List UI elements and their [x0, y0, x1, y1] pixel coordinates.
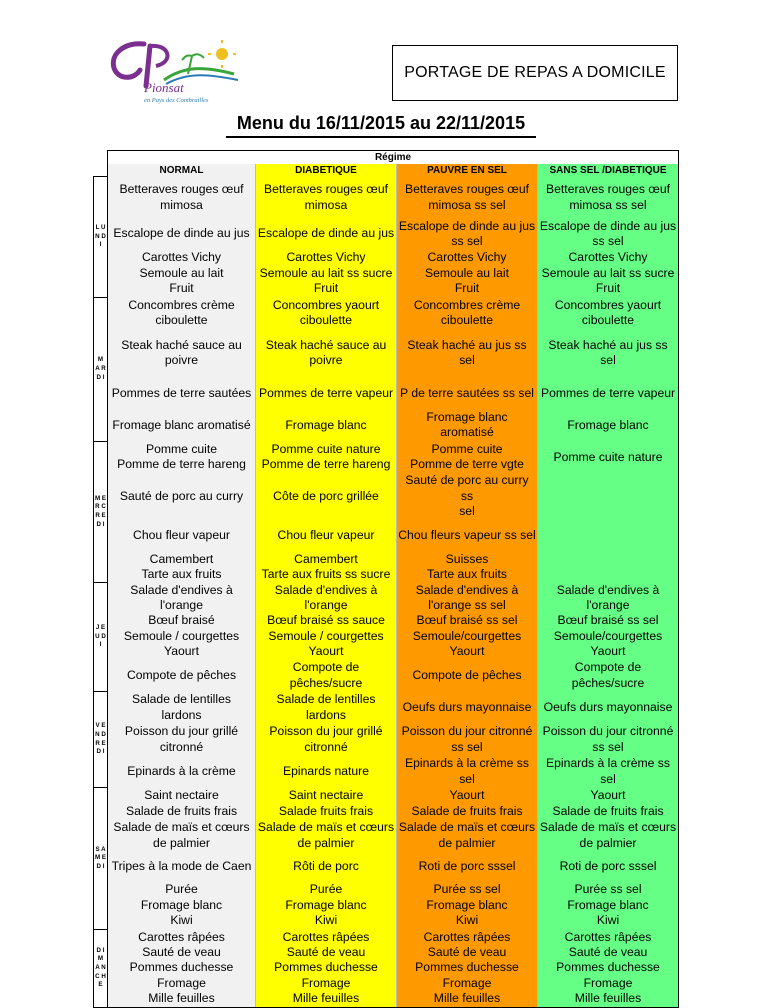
menu-cell-diabetique [256, 756, 397, 788]
menu-cell-diabetique [256, 930, 397, 1008]
menu-cell-text: Sauté de porc au curry [119, 488, 244, 503]
menu-cell-normal [108, 583, 256, 660]
menu-cell-pauvre-en-sel [397, 692, 538, 724]
menu-cell-pauvre-en-sel [397, 552, 538, 583]
day-label: M E R C R E D I [94, 441, 108, 582]
menu-cell-text: Carottes râpées Sauté de veau Pommes duchesse Fromage Mille feuilles [129, 929, 234, 1006]
menu-cell-text: Purée ss sel Fromage blanc Kiwi [567, 882, 649, 928]
menu-cell-sans-sel-diabetique [538, 177, 679, 219]
menu-cell-sans-sel-diabetique [538, 820, 679, 852]
menu-row [94, 583, 679, 660]
menu-cell-text: Concombres yaourt ciboulette [272, 297, 380, 328]
menu-row [94, 930, 679, 1008]
menu-cell-pauvre-en-sel [397, 724, 538, 756]
day-label: J E U D I [94, 583, 108, 692]
menu-cell-text: Suisses Tarte aux fruits [427, 551, 507, 582]
menu-cell-normal [108, 249, 256, 297]
menu-cell-text: Sauté de porc au curry ss sel [405, 473, 529, 519]
menu-cell-text: Oeufs durs mayonnaise [543, 699, 673, 714]
day-label: V E N D R E D I [94, 692, 108, 788]
menu-cell-diabetique [256, 820, 397, 852]
menu-cell-sans-sel-diabetique [538, 329, 679, 377]
menu-row [94, 756, 679, 788]
menu-cell-diabetique [256, 249, 397, 297]
menu-cell-normal [108, 882, 256, 930]
menu-cell-text: Concombres yaourt ciboulette [554, 297, 662, 328]
menu-cell-text: Camembert Tarte aux fruits [141, 551, 222, 582]
menu-row [94, 473, 679, 519]
menu-cell-pauvre-en-sel [397, 852, 538, 882]
menu-cell-text: Salade d'endives à l'orange Bœuf braisé ss sel Semoule/courgettes Yaourt [553, 582, 663, 659]
menu-cell-text: Carottes Vichy Semoule au lait Fruit [139, 250, 224, 296]
menu-cell-normal [108, 297, 256, 329]
menu-cell-text: Purée Fromage blanc Kiwi [285, 882, 367, 928]
menu-cell-normal [108, 852, 256, 882]
menu-cell-text: Poisson du jour grillé citronné [124, 724, 239, 754]
menu-cell-normal [108, 520, 256, 552]
menu-cell-diabetique [256, 409, 397, 441]
menu-cell-text: Roti de porc sssel [559, 858, 657, 873]
menu-cell-text: Escalope de dinde au jus ss sel [539, 218, 677, 248]
menu-cell-text: Chou fleurs vapeur ss sel [398, 527, 536, 542]
menu-row [94, 329, 679, 377]
menu-cell-text: Carottes râpées Sauté de veau Pommes duchesse Fromage Mille feuilles [274, 929, 378, 1006]
menu-cell-pauvre-en-sel [397, 820, 538, 852]
menu-cell-pauvre-en-sel [397, 377, 538, 409]
menu-cell-text: Carottes Vichy Semoule au lait ss sucre Fruit [541, 250, 675, 296]
menu-cell-normal [108, 692, 256, 724]
menu-cell-normal [108, 329, 256, 377]
menu-cell-diabetique [256, 520, 397, 552]
menu-cell-diabetique [256, 882, 397, 930]
menu-cell-sans-sel-diabetique [538, 930, 679, 1008]
menu-cell-text: Concombres crème ciboulette [128, 297, 235, 328]
menu-cell-normal [108, 930, 256, 1008]
menu-cell-normal [108, 724, 256, 756]
menu-cell-text: Rôti de porc [293, 858, 359, 873]
menu-cell-pauvre-en-sel [397, 520, 538, 552]
menu-cell-text: Salade de lentilles lardons [132, 692, 231, 722]
menu-cell-pauvre-en-sel [397, 329, 538, 377]
menu-cell-text: Côte de porc grillée [273, 488, 379, 503]
menu-cell-text: Camembert Tarte aux fruits ss sucre [261, 551, 391, 582]
menu-cell-text: Pomme cuite Pomme de terre vgte [410, 441, 524, 472]
menu-row [94, 219, 679, 250]
menu-cell-sans-sel-diabetique [538, 473, 679, 519]
menu-cell-text: Poisson du jour grillé citronné [269, 724, 383, 754]
menu-cell-pauvre-en-sel [397, 297, 538, 329]
menu-title: Menu du 16/11/2015 au 22/11/2015 [226, 112, 536, 138]
menu-cell-text: Escalope de dinde au jus ss sel [398, 218, 536, 248]
pionsat-logo [104, 40, 254, 105]
menu-cell-normal [108, 177, 256, 219]
menu-cell-diabetique [256, 724, 397, 756]
menu-cell-text: Pommes de terre vapeur [540, 385, 676, 400]
logo-name: Pionsat [144, 80, 184, 95]
menu-cell-text: Oeufs durs mayonnaise [402, 699, 532, 714]
menu-cell-text: Pomme cuite nature Pomme de terre hareng [261, 441, 391, 472]
menu-cell-text: Salade de maïs et cœurs de palmier [539, 820, 677, 850]
menu-cell-text: Carottes râpées Sauté de veau Pommes duchesse Fromage Mille feuilles [415, 929, 519, 1006]
menu-table [93, 150, 679, 1008]
menu-cell-normal [108, 377, 256, 409]
menu-cell-sans-sel-diabetique [538, 788, 679, 820]
menu-cell-diabetique [256, 177, 397, 219]
menu-cell-text: Salade d'endives à l'orange Bœuf braisé Semoule / courgettes Yaourt [123, 582, 240, 659]
menu-cell-text: Pomme cuite nature [553, 449, 663, 464]
menu-cell-text: Epinards à la crème [127, 763, 236, 778]
menu-cell-normal [108, 820, 256, 852]
menu-cell-sans-sel-diabetique [538, 520, 679, 552]
menu-cell-text: Chou fleur vapeur [133, 527, 230, 542]
menu-cell-text: Salade de maïs et cœurs de palmier [113, 820, 250, 850]
menu-row [94, 724, 679, 756]
menu-cell-sans-sel-diabetique [538, 583, 679, 660]
menu-cell-sans-sel-diabetique [538, 249, 679, 297]
menu-cell-normal [108, 660, 256, 692]
menu-cell-text: Yaourt Salade de fruits frais [552, 788, 664, 818]
menu-cell-text: Compote de pêches/sucre [571, 660, 645, 690]
menu-cell-pauvre-en-sel [397, 583, 538, 660]
logo-tagline: en Pays des Combrailles [144, 97, 209, 104]
menu-cell-diabetique [256, 788, 397, 820]
menu-cell-text: Roti de porc sssel [418, 858, 516, 873]
menu-cell-sans-sel-diabetique [538, 756, 679, 788]
menu-cell-sans-sel-diabetique [538, 409, 679, 441]
menu-cell-text: Saint nectaire Salade de fruits frais [125, 788, 238, 818]
menu-cell-diabetique [256, 219, 397, 250]
menu-cell-diabetique [256, 583, 397, 660]
menu-cell-text: Salade d'endives à l'orange Bœuf braisé ss sauce Semoule / courgettes Yaourt [267, 582, 385, 659]
menu-cell-diabetique [256, 473, 397, 519]
menu-row [94, 660, 679, 692]
menu-cell-sans-sel-diabetique [538, 297, 679, 329]
menu-row [94, 882, 679, 930]
menu-cell-pauvre-en-sel [397, 409, 538, 441]
menu-cell-text: Escalope de dinde au jus [257, 226, 395, 241]
menu-cell-text: Salade de maïs et cœurs de palmier [398, 820, 536, 850]
menu-cell-text: Saint nectaire Salade fruits frais [278, 788, 374, 818]
menu-cell-text: Steak haché au jus ss sel [548, 337, 668, 368]
day-label: S A M E D I [94, 788, 108, 930]
menu-cell-text: Yaourt Salade de fruits frais [411, 788, 523, 818]
column-sans-sel-diabetique: SANS SEL /DIABETIQUE [538, 164, 679, 177]
menu-cell-diabetique [256, 329, 397, 377]
menu-cell-text: Compote de pêches [412, 667, 522, 682]
menu-cell-diabetique [256, 692, 397, 724]
menu-cell-diabetique [256, 441, 397, 473]
menu-cell-sans-sel-diabetique [538, 724, 679, 756]
menu-cell-text: Escalope de dinde au jus [113, 226, 250, 241]
menu-cell-text: Tripes à la mode de Caen [111, 858, 252, 873]
day-label: D I M A N C H E [94, 930, 108, 1008]
menu-row [94, 441, 679, 473]
menu-row [94, 520, 679, 552]
menu-cell-sans-sel-diabetique [538, 852, 679, 882]
menu-cell-text: Compote de pêches/sucre [289, 660, 363, 690]
menu-cell-text: Chou fleur vapeur [277, 527, 375, 542]
menu-cell-text: Steak haché sauce au poivre [265, 337, 387, 368]
menu-row [94, 852, 679, 882]
menu-cell-pauvre-en-sel [397, 756, 538, 788]
menu-cell-text: Salade d'endives à l'orange ss sel Bœuf braisé ss sel Semoule/courgettes Yaourt [412, 582, 522, 659]
menu-cell-text: Concombres crème ciboulette [413, 297, 521, 328]
menu-cell-text: Epinards nature [282, 763, 370, 778]
menu-cell-text: Purée ss sel Fromage blanc Kiwi [426, 882, 508, 928]
menu-cell-normal [108, 219, 256, 250]
menu-cell-pauvre-en-sel [397, 219, 538, 250]
menu-cell-pauvre-en-sel [397, 660, 538, 692]
menu-row [94, 177, 679, 219]
menu-cell-normal [108, 473, 256, 519]
menu-cell-sans-sel-diabetique [538, 552, 679, 583]
menu-cell-text: Carottes Vichy Semoule au lait ss sucre Fruit [259, 250, 393, 296]
menu-cell-pauvre-en-sel [397, 882, 538, 930]
header-title-box [392, 45, 678, 101]
menu-cell-text: Fromage blanc aromatisé [426, 409, 508, 440]
menu-cell-text: Pomme cuite Pomme de terre hareng [117, 441, 246, 472]
day-label: M A R D I [94, 297, 108, 441]
menu-cell-text: Purée Fromage blanc Kiwi [140, 882, 223, 928]
menu-cell-pauvre-en-sel [397, 473, 538, 519]
menu-cell-diabetique [256, 377, 397, 409]
menu-cell-text: Epinards à la crème ss sel [546, 756, 670, 786]
menu-cell-diabetique [256, 297, 397, 329]
menu-cell-text: Carottes râpées Sauté de veau Pommes duchesse Fromage Mille feuilles [556, 929, 660, 1006]
menu-cell-sans-sel-diabetique [538, 377, 679, 409]
day-label: L U N D I [94, 177, 108, 298]
menu-cell-text: Steak haché sauce au poivre [121, 337, 242, 368]
menu-row [94, 692, 679, 724]
menu-cell-pauvre-en-sel [397, 441, 538, 473]
menu-row [94, 377, 679, 409]
menu-row [94, 552, 679, 583]
menu-cell-diabetique [256, 852, 397, 882]
menu-cell-sans-sel-diabetique [538, 219, 679, 250]
header-title: PORTAGE DE REPAS A DOMICILE [404, 64, 666, 81]
menu-cell-diabetique [256, 552, 397, 583]
menu-cell-text: Betteraves rouges œuf mimosa ss sel [405, 182, 529, 212]
menu-cell-text: P de terre sautées ss sel [400, 385, 534, 400]
menu-cell-text: Steak haché au jus ss sel [407, 337, 527, 368]
menu-row [94, 297, 679, 329]
menu-cell-text: Fromage blanc [285, 417, 367, 432]
menu-cell-sans-sel-diabetique [538, 882, 679, 930]
menu-cell-text: Carottes Vichy Semoule au lait Fruit [424, 250, 509, 296]
menu-cell-sans-sel-diabetique [538, 660, 679, 692]
menu-cell-text: Poisson du jour citronné ss sel [401, 724, 533, 754]
menu-cell-normal [108, 756, 256, 788]
menu-cell-normal [108, 788, 256, 820]
menu-cell-pauvre-en-sel [397, 930, 538, 1008]
menu-cell-pauvre-en-sel [397, 249, 538, 297]
regime-label: Régime [108, 151, 679, 165]
menu-cell-diabetique [256, 660, 397, 692]
column-normal: NORMAL [108, 164, 256, 177]
menu-cell-text: Fromage blanc aromatisé [112, 417, 251, 432]
menu-cell-normal [108, 409, 256, 441]
menu-cell-text: Pommes de terre sautées [111, 385, 252, 400]
column-pauvre-en-sel: PAUVRE EN SEL [397, 164, 538, 177]
menu-row [94, 409, 679, 441]
menu-row [94, 788, 679, 820]
menu-cell-text: Betteraves rouges œuf mimosa [119, 182, 244, 212]
menu-cell-sans-sel-diabetique [538, 692, 679, 724]
menu-cell-sans-sel-diabetique [538, 441, 679, 473]
menu-cell-text: Poisson du jour citronné ss sel [542, 724, 674, 754]
menu-cell-text: Fromage blanc [567, 417, 649, 432]
menu-cell-text: Salade de maïs et cœurs de palmier [257, 820, 395, 850]
menu-cell-text: Betteraves rouges œuf mimosa ss sel [546, 182, 670, 212]
menu-cell-text: Compote de pêches [126, 667, 237, 682]
menu-cell-normal [108, 441, 256, 473]
menu-cell-normal [108, 552, 256, 583]
menu-cell-text: Epinards à la crème ss sel [405, 756, 529, 786]
column-diabetique: DIABETIQUE [256, 164, 397, 177]
menu-cell-pauvre-en-sel [397, 788, 538, 820]
menu-cell-text: Pommes de terre vapeur [258, 385, 394, 400]
menu-cell-text: Salade de lentilles lardons [276, 692, 376, 722]
menu-row [94, 249, 679, 297]
menu-cell-pauvre-en-sel [397, 177, 538, 219]
menu-cell-text: Betteraves rouges œuf mimosa [264, 182, 388, 212]
menu-row [94, 820, 679, 852]
